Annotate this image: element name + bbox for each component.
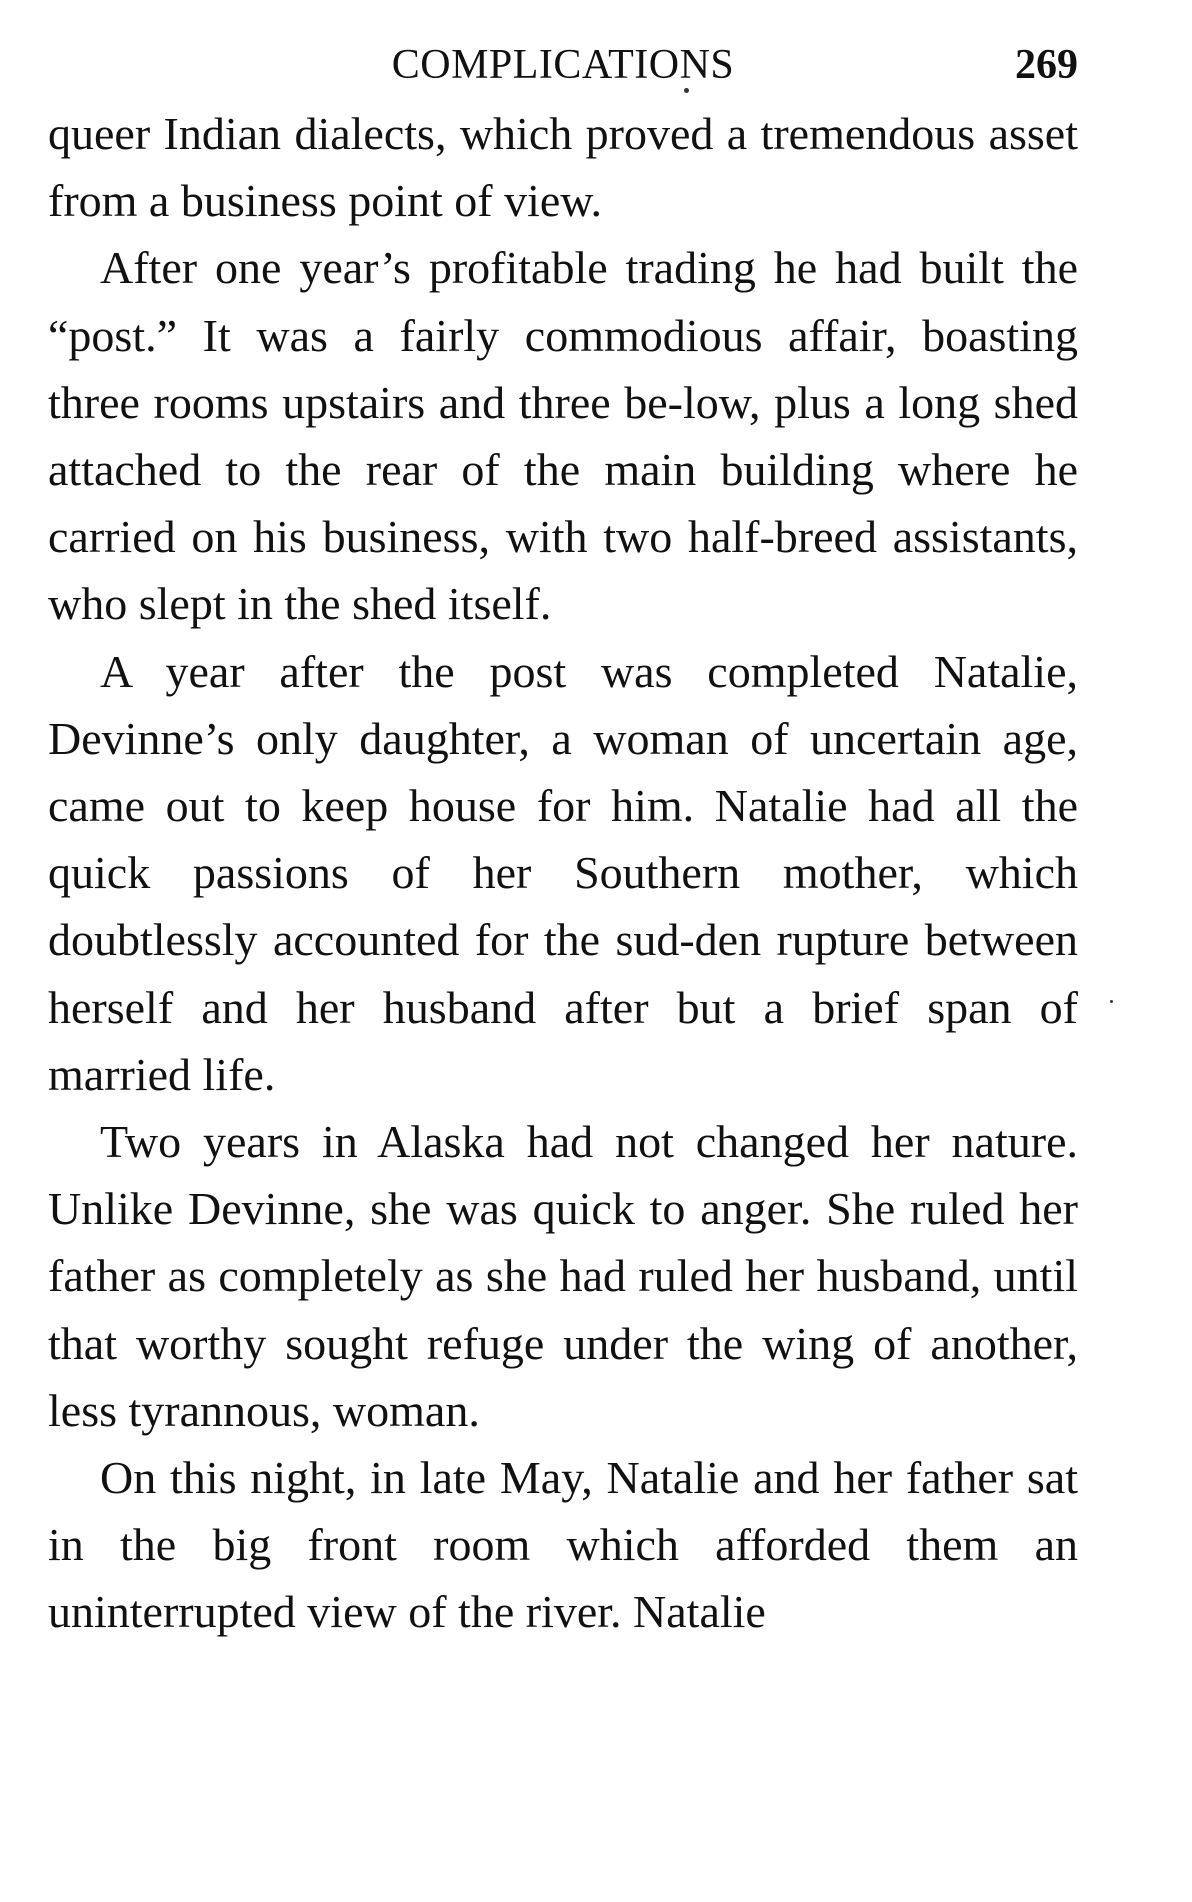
print-speck (1110, 1000, 1113, 1003)
running-head (48, 30, 1078, 100)
body-text (48, 100, 1078, 1646)
book-page (48, 30, 1078, 1646)
paragraph-2: After one year’s profitable trading he had built the “post.” It was a fairly commodious affair, boasting three rooms upstairs and three be-low, plus a long shed attached to the rear of the main building where he carried on his business, with two half-breed assistants, who slept in the shed itself. (48, 242, 1078, 630)
paragraph-4: Two years in Alaska had not changed her nature. Unlike Devinne, she was quick to anger. She ruled her father as completely as she had ruled her husband, until that worthy sought refuge under the wing of another, less tyrannous, woman. (48, 1116, 1078, 1436)
print-speck (684, 88, 689, 93)
paragraph-1: queer Indian dialects, which proved a tremendous asset from a business point of view. (48, 108, 1078, 227)
paragraph-5: On this night, in late May, Natalie and her father sat in the big front room which afforded them an uninterrupted view of the river. Natalie (48, 1452, 1078, 1638)
paragraph-3: A year after the post was completed Natalie, Devinne’s only daughter, a woman of uncertain age, came out to keep house for him. Natalie had all the quick passions of her Southern mother, which doubtlessly accounted for the sud-den rupture between herself and her husband after but a brief span of married life. (48, 645, 1078, 1100)
chapter-title: COMPLICATIONS (391, 42, 735, 88)
page-number: 269 (1015, 42, 1078, 88)
